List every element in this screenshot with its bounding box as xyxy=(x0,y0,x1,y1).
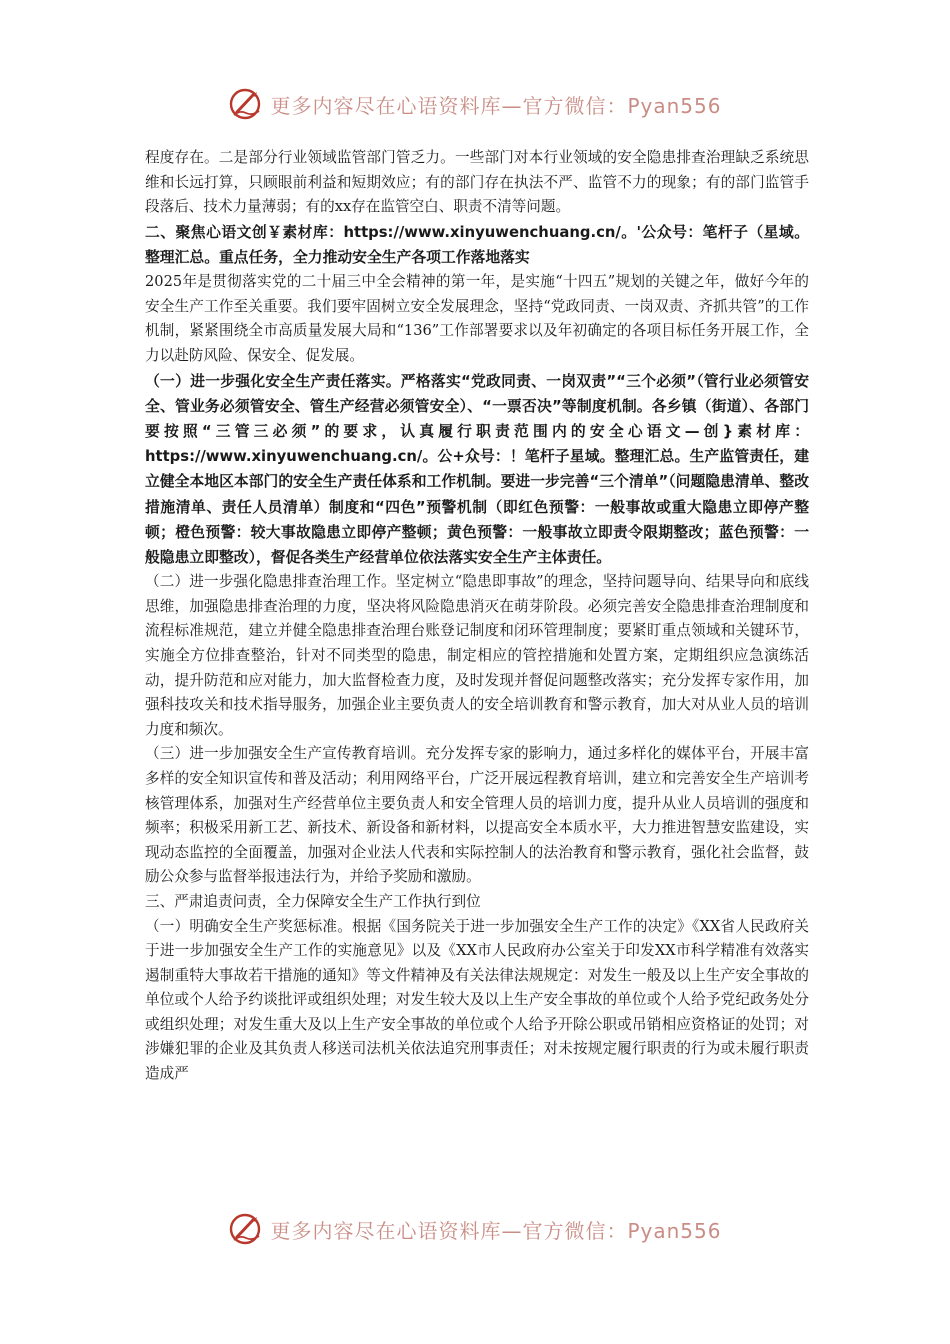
header-watermark-banner xyxy=(0,82,950,126)
bold-paragraph: （一）进一步强化安全生产责任落实。严格落实“党政同责、一岗双责”“三个必须”（管行业必须管安全、管业务必须管安全、管生产经营必须管安全）、“一票否决”等制度机制。各乡镇（街道）、各部门要按照“三管三必须”的要求，认真履行职责范围内的安全心语文—创}素材库：https://www.xinyuwenchuang.cn/。公+众号：！笔杆子星域。整理汇总。生产监管责任，建立健全本地区本部门的安全生产责任体系和工作机制。要进一步完善“三个清单”（问题隐患清单、整改措施清单、责任人员清单）制度和“四色”预警机制（即红色预警：一般事故或重大隐患立即停产整顿；橙色预警：较大事故隐患立即停产整顿；黄色预警：一般事故立即责令限期整改；蓝色预警：一般隐患立即整改），督促各类生产经营单位依法落实安全生产主体责任。 xyxy=(145,372,809,566)
watermark-text: 更多内容尽在心语资料库—官方微信：Pyan556 xyxy=(270,93,722,118)
pen-logo-icon xyxy=(228,86,264,122)
section-heading: 二、聚焦心语文创￥素材库：https://www.xinyuwenchuang.cn/。'公众号：笔杆子（星域。整理汇总。重点任务，全力推动安全生产各项工作落地落实 xyxy=(145,223,809,266)
section-heading: 三、严肃追责问责，全力保障安全生产工作执行到位 xyxy=(145,892,481,910)
paragraph: 2025年是贯彻落实党的二十届三中全会精神的第一年，是实施“十四五”规划的关键之年，做好今年的安全生产工作至关重要。我们要牢固树立安全发展理念，坚持“党政同责、一岗双责、齐抓共管”的工作机制，紧紧围绕全市高质量发展大局和“136”工作部署要求以及年初确定的各项目标任务开展工作，全力以赴防风险、保安全、促发展。 xyxy=(145,273,809,364)
paragraph: （二）进一步强化隐患排查治理工作。坚定树立“隐患即事故”的理念，坚持问题导向、结果导向和底线思维，加强隐患排查治理的力度，坚决将风险隐患消灭在萌芽阶段。必须完善安全隐患排查治理制度和流程标准规范，建立并健全隐患排查治理台账登记制度和闭环管理制度；要紧盯重点领域和关键环节，实施全方位排查整治，针对不同类型的隐患，制定相应的管控措施和处置方案，定期组织应急演练活动，提升防范和应对能力，加大监督检查力度，及时发现并督促问题整改落实；充分发挥专家作用，加强科技攻关和技术指导服务，加强企业主要负责人的安全培训教育和警示教育，加大对从业人员的培训力度和频次。 xyxy=(145,573,809,738)
footer-watermark-banner xyxy=(0,1207,950,1251)
document-body xyxy=(145,146,809,1087)
watermark-text: 更多内容尽在心语资料库—官方微信：Pyan556 xyxy=(270,1218,722,1243)
paragraph: （三）进一步加强安全生产宣传教育培训。充分发挥专家的影响力，通过多样化的媒体平台，开展丰富多样的安全知识宣传和普及活动；利用网络平台，广泛开展远程教育培训，建立和完善安全生产培训考核管理体系，加强对生产经营单位主要负责人和安全管理人员的培训力度，提升从业人员培训的强度和频率；积极采用新工艺、新技术、新设备和新材料，以提高安全本质水平，大力推进智慧安监建设，实现动态监控的全面覆盖，加强对企业法人代表和实际控制人的法治教育和警示教育，强化社会监督，鼓励公众参与监督举报违法行为，并给予奖励和激励。 xyxy=(145,745,809,886)
pen-logo-icon xyxy=(228,1211,264,1247)
paragraph: 程度存在。二是部分行业领域监管部门管乏力。一些部门对本行业领域的安全隐患排查治理缺乏系统思维和长远打算，只顾眼前利益和短期效应；有的部门存在执法不严、监管不力的现象；有的部门监管手段落后、技术力量薄弱；有的xx存在监管空白、职责不清等问题。 xyxy=(145,149,809,216)
paragraph: （一）明确安全生产奖惩标准。根据《国务院关于进一步加强安全生产工作的决定》《XX省人民政府关于进一步加强安全生产工作的实施意见》以及《XX市人民政府办公室关于印发XX市科学精准有效落实遏制重特大事故若干措施的通知》等文件精神及有关法律法规规定：对发生一般及以上生产安全事故的单位或个人给予约谈批评或组织处理；对发生较大及以上生产安全事故的单位或个人给予党纪政务处分或组织处理；对发生重大及以上生产安全事故的单位或个人给予开除公职或吊销相应资格证的处罚；对涉嫌犯罪的企业及其负责人移送司法机关依法追究刑事责任；对未按规定履行职责的行为或未履行职责造成严 xyxy=(145,917,809,1083)
